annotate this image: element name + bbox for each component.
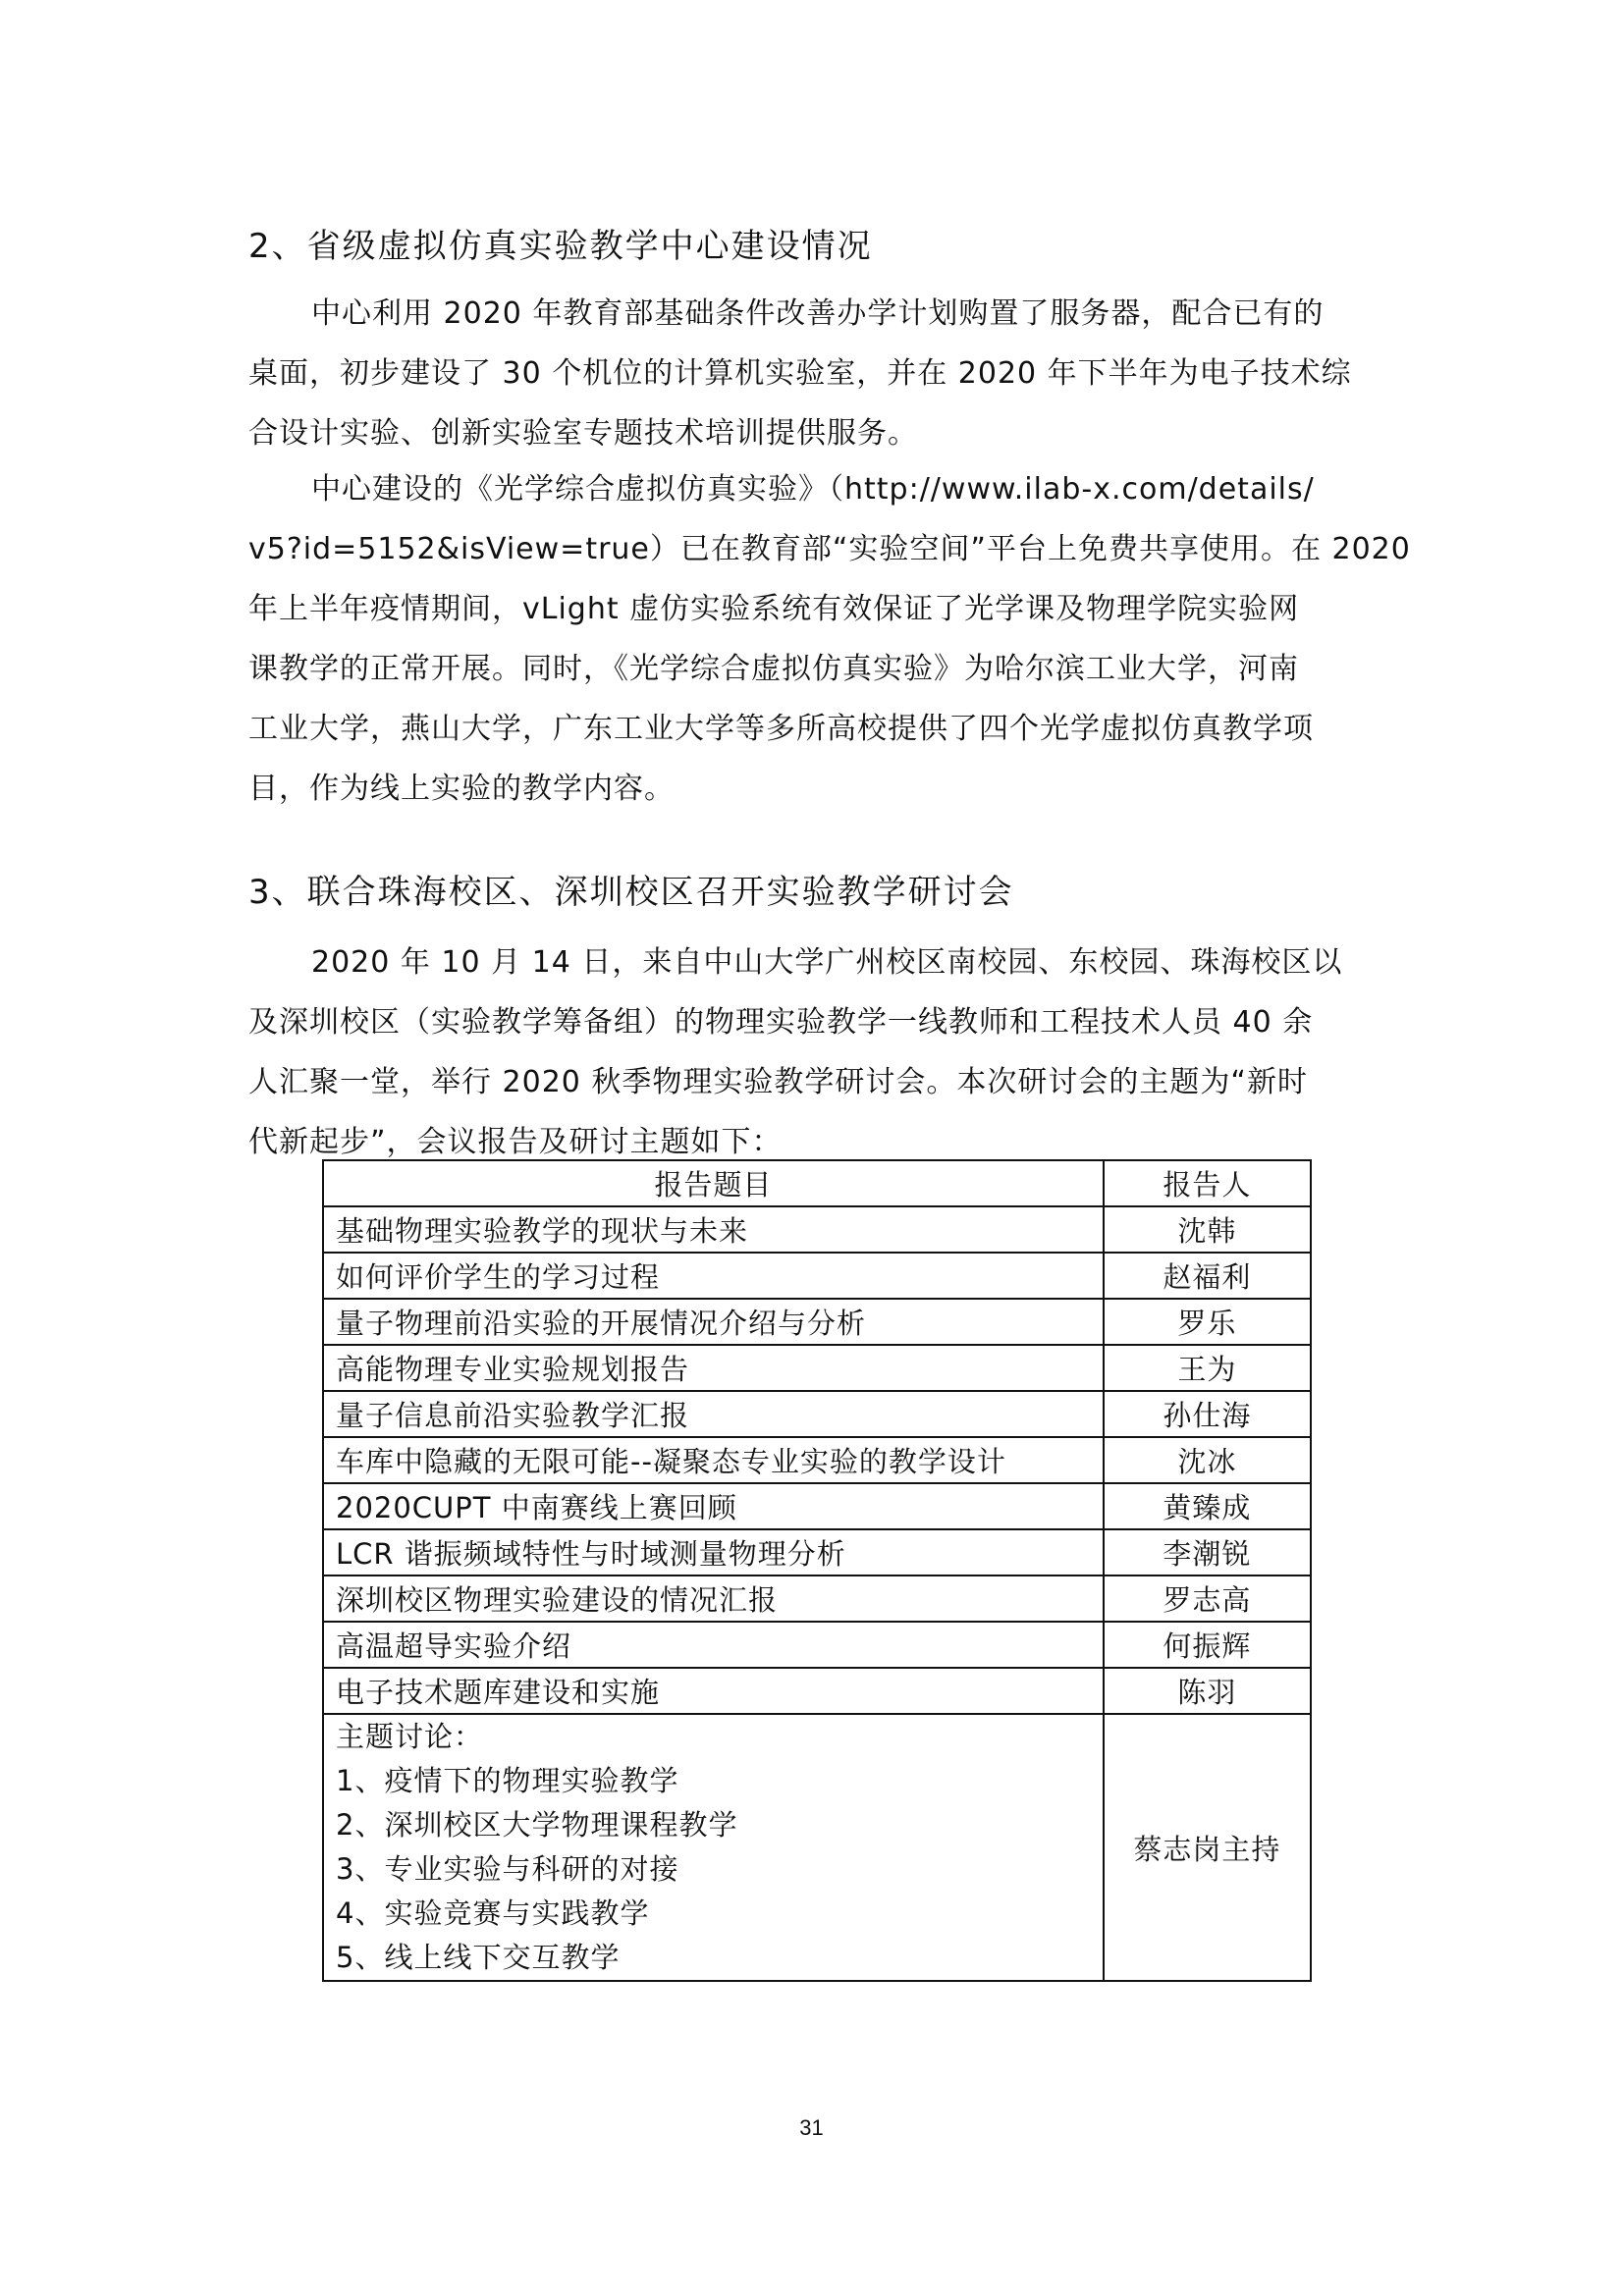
- paragraph-line: 工业大学，燕山大学，广东工业大学等多所高校提供了四个光学虚拟仿真教学项: [248, 712, 1314, 746]
- table-row: [323, 1668, 1311, 1714]
- discussion-host-cell: 蔡志岗主持: [1104, 1714, 1311, 1981]
- speaker-cell: 陈羽: [1104, 1668, 1311, 1714]
- section-2-paragraph-1: [248, 284, 1387, 463]
- speaker-cell: 沈韩: [1104, 1206, 1311, 1253]
- discussion-item: 1、疫情下的物理实验教学: [336, 1764, 679, 1797]
- speaker-cell: 罗志高: [1104, 1575, 1311, 1622]
- paragraph-line: 代新起步”，会议报告及研讨主题如下：: [248, 1125, 783, 1159]
- paragraph-line: 桌面，初步建设了 30 个机位的计算机实验室，并在 2020 年下半年为电子技术综: [248, 356, 1352, 391]
- discussion-item: 4、实验竞赛与实践教学: [336, 1896, 650, 1930]
- table-row: [323, 1345, 1311, 1391]
- table-row: [323, 1622, 1311, 1668]
- discussion-item: 2、深圳校区大学物理课程教学: [336, 1808, 738, 1842]
- discussion-item: 3、专业实验与科研的对接: [336, 1852, 679, 1886]
- paragraph-line: 中心建设的《光学综合虚拟仿真实验》（http://www.ilab-x.com/details/: [311, 472, 1315, 507]
- paragraph-line: 人汇聚一堂，举行 2020 秋季物理实验教学研讨会。本次研讨会的主题为“新时: [248, 1065, 1308, 1099]
- report-title-cell: 2020CUPT 中南赛线上赛回顾: [323, 1483, 1104, 1529]
- table-row: [323, 1299, 1311, 1345]
- table-row: [323, 1253, 1311, 1299]
- speaker-cell: 王为: [1104, 1345, 1311, 1391]
- header-report-title: 报告题目: [323, 1160, 1104, 1206]
- discussion-label: 主题讨论：: [336, 1720, 484, 1753]
- table-row: [323, 1437, 1311, 1483]
- speaker-cell: 赵福利: [1104, 1253, 1311, 1299]
- report-title-cell: 基础物理实验教学的现状与未来: [323, 1206, 1104, 1253]
- table-row: [323, 1529, 1311, 1575]
- speaker-cell: 罗乐: [1104, 1299, 1311, 1345]
- discussion-topics-cell: [323, 1714, 1104, 1981]
- section-2-heading: 2、省级虚拟仿真实验教学中心建设情况: [248, 227, 873, 266]
- report-title-cell: 车库中隐藏的无限可能--凝聚态专业实验的教学设计: [323, 1437, 1104, 1483]
- report-title-cell: 高温超导实验介绍: [323, 1622, 1104, 1668]
- speaker-cell: 孙仕海: [1104, 1391, 1311, 1437]
- speaker-cell: 黄臻成: [1104, 1483, 1311, 1529]
- paragraph-line: v5?id=5152&isView=true）已在教育部“实验空间”平台上免费共享使用。在 2020: [248, 532, 1411, 566]
- speaker-cell: 何振辉: [1104, 1622, 1311, 1668]
- report-title-cell: 量子物理前沿实验的开展情况介绍与分析: [323, 1299, 1104, 1345]
- paragraph-line: 目，作为线上实验的教学内容。: [248, 772, 675, 806]
- section-3-paragraph: [248, 933, 1387, 1172]
- report-title-cell: 深圳校区物理实验建设的情况汇报: [323, 1575, 1104, 1622]
- table-row: [323, 1575, 1311, 1622]
- header-speaker: 报告人: [1104, 1160, 1311, 1206]
- paragraph-line: 中心利用 2020 年教育部基础条件改善办学计划购置了服务器，配合已有的: [311, 296, 1325, 331]
- report-title-cell: 电子技术题库建设和实施: [323, 1668, 1104, 1714]
- report-title-cell: 量子信息前沿实验教学汇报: [323, 1391, 1104, 1437]
- speaker-cell: 沈冰: [1104, 1437, 1311, 1483]
- table-row: [323, 1483, 1311, 1529]
- page-number: 31: [799, 2115, 824, 2140]
- report-title-cell: 如何评价学生的学习过程: [323, 1253, 1104, 1299]
- table-row: [323, 1206, 1311, 1253]
- discussion-row: [323, 1714, 1311, 1981]
- report-title-cell: LCR 谐振频域特性与时域测量物理分析: [323, 1529, 1104, 1575]
- paragraph-line: 2020 年 10 月 14 日，来自中山大学广州校区南校园、东校园、珠海校区以: [311, 945, 1343, 980]
- table-row: [323, 1391, 1311, 1437]
- report-schedule-table: [322, 1159, 1312, 1982]
- section-2-paragraph-2: [248, 459, 1411, 819]
- paragraph-line: 年上半年疫情期间，vLight 虚仿实验系统有效保证了光学课及物理学院实验网: [248, 592, 1300, 626]
- table-header-row: [323, 1160, 1311, 1206]
- paragraph-line: 课教学的正常开展。同时，《光学综合虚拟仿真实验》为哈尔滨工业大学，河南: [248, 652, 1299, 686]
- speaker-cell: 李潮锐: [1104, 1529, 1311, 1575]
- paragraph-line: 合设计实验、创新实验室专题技术培训提供服务。: [248, 416, 918, 451]
- discussion-item: 5、线上线下交互教学: [336, 1941, 621, 1974]
- report-title-cell: 高能物理专业实验规划报告: [323, 1345, 1104, 1391]
- section-3-heading: 3、联合珠海校区、深圳校区召开实验教学研讨会: [248, 873, 1014, 912]
- paragraph-line: 及深圳校区（实验教学筹备组）的物理实验教学一线教师和工程技术人员 40 余: [248, 1005, 1314, 1040]
